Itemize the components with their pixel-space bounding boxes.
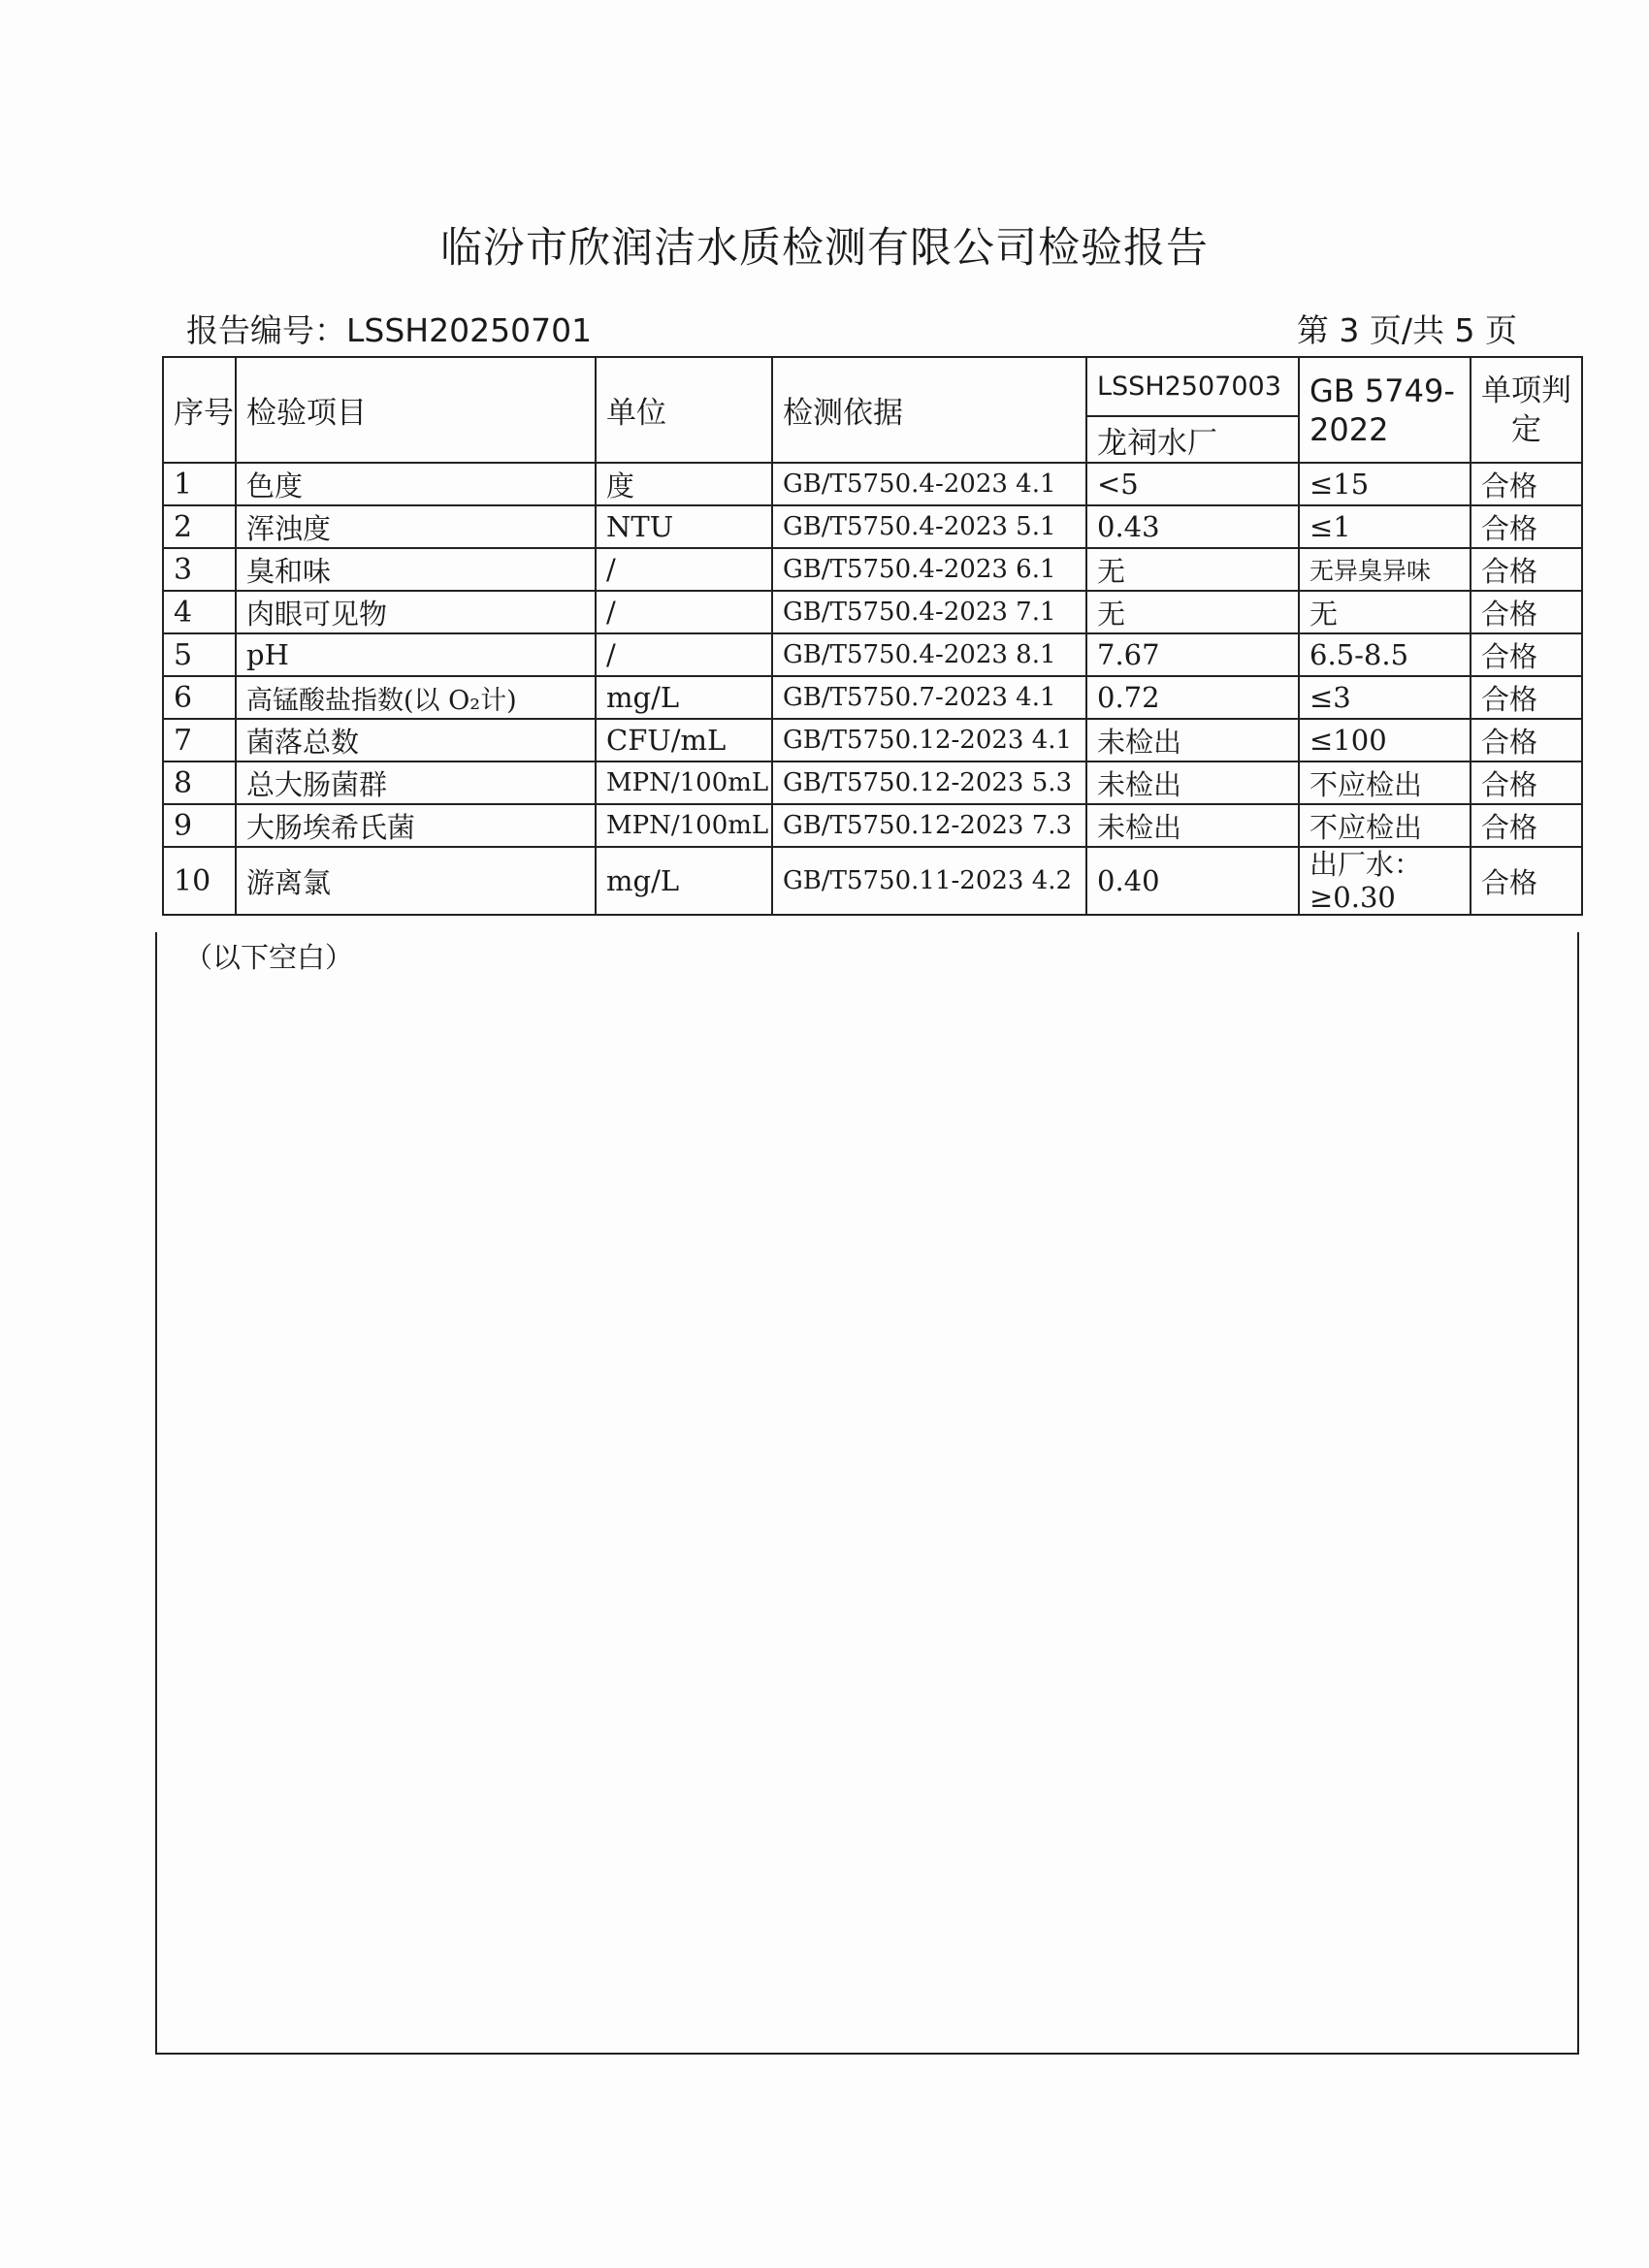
cell-seq: 1 xyxy=(163,463,236,505)
cell-judgement: 合格 xyxy=(1471,633,1582,676)
cell-limit: ≤15 xyxy=(1299,463,1471,505)
cell-basis: GB/T5750.4-2023 4.1 xyxy=(772,463,1086,505)
cell-result: 无 xyxy=(1086,591,1299,633)
cell-item: 游离氯 xyxy=(236,847,596,915)
header-item: 检验项目 xyxy=(236,357,596,463)
cell-judgement: 合格 xyxy=(1471,804,1582,847)
cell-result: 未检出 xyxy=(1086,804,1299,847)
cell-basis: GB/T5750.12-2023 5.3 xyxy=(772,761,1086,804)
cell-item: 肉眼可见物 xyxy=(236,591,596,633)
cell-item: 色度 xyxy=(236,463,596,505)
cell-basis: GB/T5750.11-2023 4.2 xyxy=(772,847,1086,915)
blank-note: （以下空白） xyxy=(184,941,354,974)
cell-limit: 无异臭异味 xyxy=(1299,548,1471,591)
table-row xyxy=(163,761,1582,804)
cell-basis: GB/T5750.4-2023 5.1 xyxy=(772,505,1086,548)
cell-seq: 9 xyxy=(163,804,236,847)
cell-result: <5 xyxy=(1086,463,1299,505)
cell-judgement: 合格 xyxy=(1471,719,1582,761)
cell-unit: mg/L xyxy=(596,676,772,719)
cell-result: 0.40 xyxy=(1086,847,1299,915)
cell-unit: / xyxy=(596,591,772,633)
cell-unit: CFU/mL xyxy=(596,719,772,761)
cell-seq: 8 xyxy=(163,761,236,804)
header-judgement: 单项判定 xyxy=(1471,357,1582,463)
cell-judgement: 合格 xyxy=(1471,463,1582,505)
report-number: 报告编号：LSSH20250701 xyxy=(186,311,593,349)
cell-unit: mg/L xyxy=(596,847,772,915)
cell-judgement: 合格 xyxy=(1471,548,1582,591)
cell-basis: GB/T5750.12-2023 7.3 xyxy=(772,804,1086,847)
header-seq: 序号 xyxy=(163,357,236,463)
header-sample-id: LSSH2507003 xyxy=(1086,357,1299,416)
cell-unit: NTU xyxy=(596,505,772,548)
results-table xyxy=(162,356,1583,916)
cell-basis: GB/T5750.4-2023 6.1 xyxy=(772,548,1086,591)
header-sample-site: 龙祠水厂 xyxy=(1086,416,1299,463)
report-title: 临汾市欣润洁水质检测有限公司检验报告 xyxy=(440,224,1209,273)
table-row xyxy=(163,591,1582,633)
cell-item: 菌落总数 xyxy=(236,719,596,761)
table-row xyxy=(163,548,1582,591)
cell-limit: 不应检出 xyxy=(1299,761,1471,804)
cell-limit: 6.5-8.5 xyxy=(1299,633,1471,676)
cell-result: 未检出 xyxy=(1086,761,1299,804)
cell-item: 大肠埃希氏菌 xyxy=(236,804,596,847)
cell-limit: 出厂水：≥0.30 xyxy=(1299,847,1471,915)
cell-limit: 无 xyxy=(1299,591,1471,633)
cell-result: 0.43 xyxy=(1086,505,1299,548)
cell-item: 总大肠菌群 xyxy=(236,761,596,804)
cell-unit: MPN/100mL xyxy=(596,761,772,804)
cell-result: 0.72 xyxy=(1086,676,1299,719)
table-row xyxy=(163,676,1582,719)
cell-seq: 2 xyxy=(163,505,236,548)
cell-unit: MPN/100mL xyxy=(596,804,772,847)
header-standard: GB 5749-2022 xyxy=(1299,357,1471,463)
table-row xyxy=(163,847,1582,915)
cell-seq: 3 xyxy=(163,548,236,591)
cell-judgement: 合格 xyxy=(1471,505,1582,548)
cell-seq: 6 xyxy=(163,676,236,719)
header-row xyxy=(163,357,1582,416)
cell-unit: / xyxy=(596,548,772,591)
cell-basis: GB/T5750.4-2023 8.1 xyxy=(772,633,1086,676)
cell-limit: ≤1 xyxy=(1299,505,1471,548)
table-row xyxy=(163,719,1582,761)
cell-unit: 度 xyxy=(596,463,772,505)
cell-result: 未检出 xyxy=(1086,719,1299,761)
table-row xyxy=(163,463,1582,505)
table-row xyxy=(163,505,1582,548)
cell-basis: GB/T5750.4-2023 7.1 xyxy=(772,591,1086,633)
cell-basis: GB/T5750.12-2023 4.1 xyxy=(772,719,1086,761)
cell-seq: 5 xyxy=(163,633,236,676)
cell-judgement: 合格 xyxy=(1471,847,1582,915)
table-row xyxy=(163,633,1582,676)
cell-seq: 10 xyxy=(163,847,236,915)
cell-item: 臭和味 xyxy=(236,548,596,591)
cell-item: pH xyxy=(236,633,596,676)
cell-limit: 不应检出 xyxy=(1299,804,1471,847)
cell-basis: GB/T5750.7-2023 4.1 xyxy=(772,676,1086,719)
cell-judgement: 合格 xyxy=(1471,761,1582,804)
table-row xyxy=(163,804,1582,847)
cell-result: 无 xyxy=(1086,548,1299,591)
cell-limit: ≤3 xyxy=(1299,676,1471,719)
header-unit: 单位 xyxy=(596,357,772,463)
blank-area xyxy=(155,932,1579,2055)
cell-unit: / xyxy=(596,633,772,676)
cell-seq: 7 xyxy=(163,719,236,761)
cell-item: 高锰酸盐指数(以 O₂计) xyxy=(236,676,596,719)
header-basis: 检测依据 xyxy=(772,357,1086,463)
cell-judgement: 合格 xyxy=(1471,591,1582,633)
cell-result: 7.67 xyxy=(1086,633,1299,676)
cell-judgement: 合格 xyxy=(1471,676,1582,719)
page-info: 第 3 页/共 5 页 xyxy=(1296,311,1517,349)
cell-seq: 4 xyxy=(163,591,236,633)
cell-limit: ≤100 xyxy=(1299,719,1471,761)
cell-item: 浑浊度 xyxy=(236,505,596,548)
